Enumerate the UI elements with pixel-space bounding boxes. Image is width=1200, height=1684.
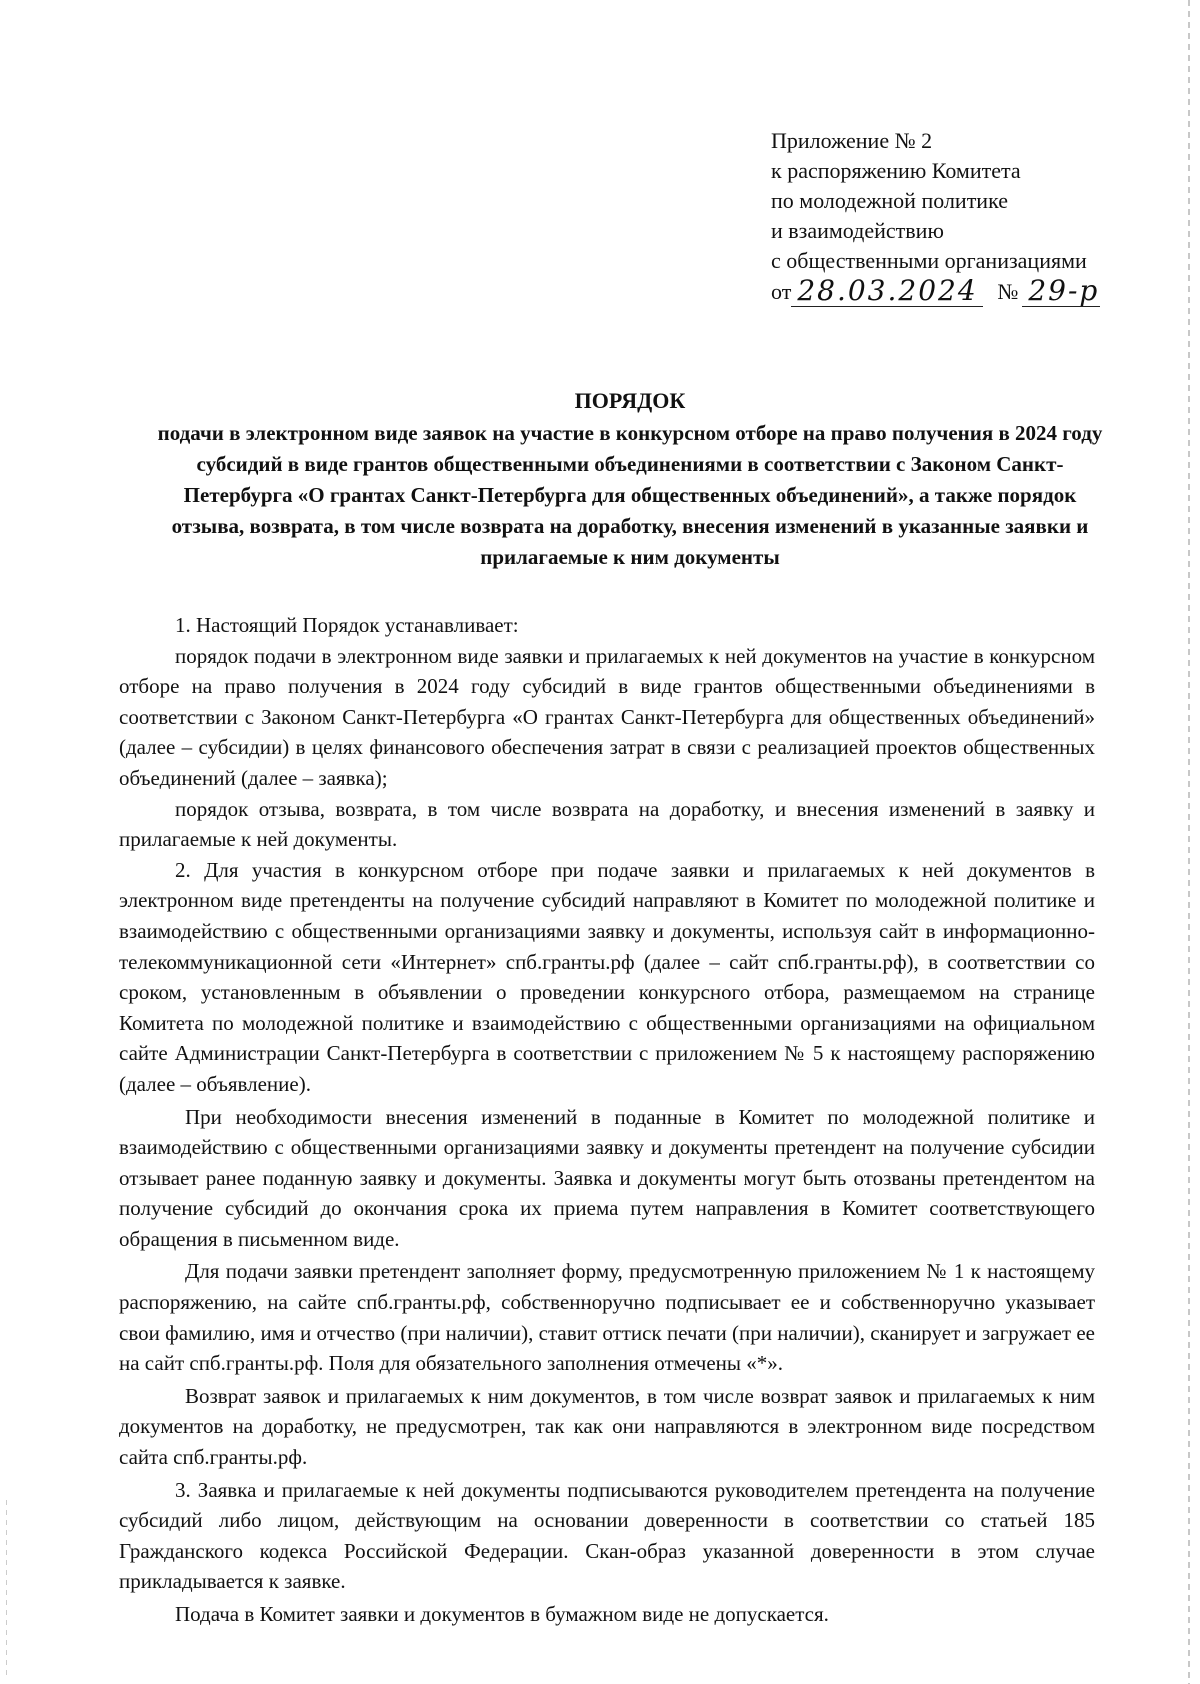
paragraph-7: Возврат заявок и прилагаемых к ним документов, в том числе возврат заявок и прилагаемых к ним документов на доработку, не предусмотрен, так как они направляются в электронном виде посредством сайта спб.гранты.рф.: [119, 1383, 1095, 1470]
paragraph-6: Для подачи заявки претендент заполняет форму, предусмотренную приложением № 1 к настоящему распоряжению, на сайте спб.гранты.рф, собственноручно подписывает ее и собственноручно указывает свои фамилию, имя и отчество (при наличии), ставит оттиск печати (при наличии), сканирует и загружает ее на сайт спб.гранты.рф. Поля для обязательного заполнения отмечены «*».: [119, 1259, 1095, 1376]
annex-line-5: с общественными организациями: [771, 248, 1087, 273]
annex-header: [771, 126, 1100, 307]
paragraph-4: 2. Для участия в конкурсном отборе при подаче заявки и прилагаемых к ней документов в электронном виде претенденты на получение субсидий направляют в Комитет по молодежной политике и взаимодействию с общественными организациями заявку и документы, используя сайт в информационно-телекоммуникационной сети «Интернет» спб.гранты.рф (далее – сайт спб.гранты.рф), в соответствии со сроком, установленным в объявлении о проведении конкурсного отбора, размещаемом на странице Комитета по молодежной политике и взаимодействию с общественными организациями на официальном сайте Администрации Санкт-Петербурга в соответствии с приложением № 5 к настоящему распоряжению (далее – объявление).: [119, 857, 1095, 1096]
number-label: №: [997, 279, 1019, 304]
scan-edge-left: [6, 1500, 7, 1680]
paragraph-1: 1. Настоящий Порядок устанавливает:: [175, 613, 519, 637]
annex-date-row: [771, 276, 1100, 307]
handwritten-date: 28.03.2024: [791, 276, 983, 307]
annex-line-4: и взаимодействию: [771, 218, 944, 243]
annex-line-3: по молодежной политике: [771, 188, 1008, 213]
paragraph-2: порядок подачи в электронном виде заявки и прилагаемых к ней документов на участие в конкурсном отборе на право получения в 2024 году субсидий в виде грантов общественными объединениями в соответствии с Законом Санкт-Петербурга «О грантах Санкт-Петербурга для общественных объединений» (далее – субсидии) в целях финансового обеспечения затрат в связи с реализацией проектов общественных объединений (далее – заявка);: [119, 643, 1095, 790]
paragraph-9: Подача в Комитет заявки и документов в бумажном виде не допускается.: [175, 1602, 829, 1626]
scan-edge-right: [1188, 0, 1190, 1684]
annex-line-1: Приложение № 2: [771, 128, 933, 153]
document-body: [119, 610, 1095, 1630]
paragraph-5: При необходимости внесения изменений в поданные в Комитет по молодежной политике и взаимодействию с общественными организациями заявку и документы претендент на получение субсидии отзывает ранее поданную заявку и документы. Заявка и документы могут быть отозваны претендентом на получение субсидий до окончания срока их приема путем направления в Комитет соответствующего обращения в письменном виде.: [119, 1104, 1095, 1251]
date-prefix: от: [771, 279, 792, 304]
document-subtitle: подачи в электронном виде заявок на участие в конкурсном отборе на право получения в 2024 году субсидий в виде грантов общественными объединениями в соответствии с Законом Санкт-Петербурга «О грантах Санкт-Петербурга для общественных объединений», а также порядок отзыва, возврата, в том числе возврата на доработку, внесения изменений в указанные заявки и прилагаемые к ним документы: [157, 421, 1103, 569]
paragraph-8: 3. Заявка и прилагаемые к ней документы подписываются руководителем претендента на получение субсидий либо лицом, действующим на основании доверенности в соответствии со статьей 185 Гражданского кодекса Российской Федерации. Скан-образ указанной доверенности в этом случае прикладывается к заявке.: [119, 1477, 1095, 1594]
annex-line-2: к распоряжению Комитета: [771, 158, 1021, 183]
paragraph-3: порядок отзыва, возврата, в том числе возврата на доработку, и внесения изменений в заявку и прилагаемые к ней документы.: [119, 796, 1095, 852]
document-title: ПОРЯДОК: [574, 388, 686, 413]
handwritten-number: 29-р: [1022, 276, 1100, 307]
